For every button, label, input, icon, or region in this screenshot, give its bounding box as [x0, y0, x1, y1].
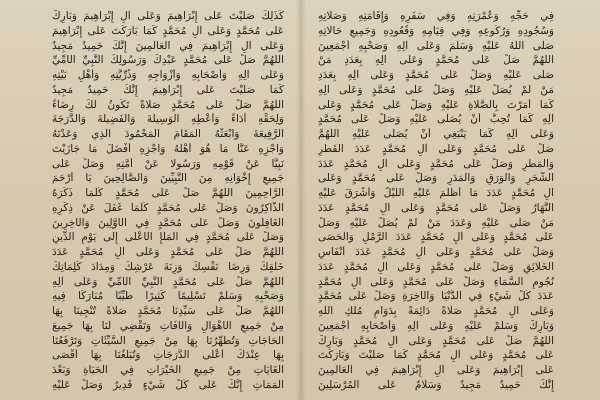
manuscript-line: وَصَحْبِهِ وَسَلِّمْ تَسْلِيمًا كَثِيرًا طَيِّبًا مُبَارَكًا فِيهِ — [52, 290, 284, 303]
manuscript-line: مَنْ صَلَّى عَلَيْهِ وَعَدَدَ مَنْ لَمْ يُصَلِّ عَلَيْهِ وَصَلِّ — [318, 216, 554, 229]
manuscript-line: اللَّهُمَّ صَلِّ عَلَى مُحَمَّدٍ وَعَلَى آلِ مُحَمَّدٍ عَدَدَ — [52, 246, 284, 258]
manuscript-line: كَمَا صَلَّيْتَ عَلَى إِبْرَاهِيمَ إِنَّكَ حَمِيدٌ مَجِيدٌ — [52, 83, 284, 96]
manuscript-line: وَعَلَى آلِهِ وَأَصْحَابِهِ وَأَزْوَاجِهِ وَذُرِّيَّتِهِ وَأَهْلِ بَيْتِهِ — [52, 69, 284, 81]
manuscript-line: اللَّهُمَّ صَلِّ عَلَى سَيِّدِنَا مُحَمَّدٍ صَلَاةً تُنْجِينَا بِهَا — [52, 305, 284, 317]
manuscript-line: وَلِحَقِّهِ أَدَاءً وَأَعْطِهِ الْوَسِيلَةَ وَالْفَضِيلَةَ وَالدَّرَجَةَ — [52, 113, 284, 126]
manuscript-line: الْحَاجَاتِ وَتُطَهِّرُنَا بِهَا مِنْ جَمِيعِ السَّيِّئَاتِ وَتَرْفَعُنَا — [52, 334, 284, 347]
left-page-text-column — [52, 10, 284, 392]
manuscript-line: خَلْقِكَ وَرِضَا نَفْسِكَ وَزِنَةَ عَرْشِكَ وَمِدَادَ كَلِمَاتِكَ — [52, 260, 284, 273]
manuscript-line: كَمَا أَمَرْتَ بِالصَّلَاةِ عَلَيْهِ وَصَلِّ عَلَى مُحَمَّدٍ وَعَلَى — [318, 98, 554, 111]
manuscript-line: جَمِيعِ إِخْوَانِهِ مِنَ النَّبِيِّينَ وَالصَّالِحِينَ يَا أَرْحَمَ — [52, 172, 284, 185]
manuscript-line: اللَّهُمَّ صَلِّ عَلَى مُحَمَّدٍ وَعَلَى آلِ مُحَمَّدٍ وَبَارِكْ — [318, 334, 554, 347]
manuscript-line: اللَّهُمَّ صَلِّ عَلَى مُحَمَّدٍ وَعَلَى آلِهِ بِعَدَدِ مَنْ — [318, 54, 554, 67]
manuscript-line: الْغَايَاتِ مِنْ جَمِيعِ الْخَيْرَاتِ فِي الْحَيَاةِ وَبَعْدَ — [52, 364, 284, 376]
manuscript-line: فِي حَجِّهِ وَعُمْرَتِهِ وَفِي سَفَرِهِ وَإِقَامَتِهِ وَصَلَاتِهِ — [318, 10, 554, 22]
manuscript-line: وَصَلِّ عَلَى مُحَمَّدٍ فِي الْمَلَإِ الْأَعْلَى إِلَى يَوْمِ الدِّينِ — [52, 231, 284, 244]
manuscript-line: وَالْمَطَرِ وَصَلِّ عَلَى مُحَمَّدٍ وَعَلَى آلِ مُحَمَّدٍ عَدَدَ — [318, 157, 554, 170]
manuscript-line: اللَّهُمَّ صَلِّ عَلَى مُحَمَّدٍ عَبْدِكَ وَرَسُولِكَ النَّبِيِّ الْأُمِّيِّ — [52, 54, 284, 67]
manuscript-line: وَعَلَى آلِ مُحَمَّدٍ صَلَاةً دَائِمَةً بِدَوَامِ مُلْكِ اللَّهِ — [318, 305, 554, 317]
manuscript-line: عَلَى مُحَمَّدٍ وَعَلَى آلِ مُحَمَّدٍ كَمَا صَلَّيْتَ وَبَارَكْتَ — [318, 349, 554, 362]
manuscript-line: وَاجْزِهِ عَنَّا مَا هُوَ أَهْلُهُ وَاجْزِهِ أَفْضَلَ مَا جَازَيْتَ — [52, 142, 284, 155]
manuscript-line: إِنَّكَ حَمِيدٌ مَجِيدٌ وَسَلَامٌ عَلَى الْمُرْسَلِينَ — [318, 378, 554, 391]
manuscript-line: عَلَى مُحَمَّدٍ وَعَلَى آلِ مُحَمَّدٍ عَدَدَ الرَّمْلِ وَالْحَصَى — [318, 231, 554, 244]
manuscript-line: آلِ مُحَمَّدٍ عَدَدَ مَا أَظْلَمَ عَلَيْهِ اللَّيْلُ وَأَشْرَقَ عَلَيْهِ — [318, 187, 554, 199]
manuscript-line: الرَّاحِمِينَ اللَّهُمَّ صَلِّ عَلَى مُحَمَّدٍ كُلَّمَا ذَكَرَهُ — [52, 187, 284, 199]
manuscript-line: وَعَلَى آلِهِ كَمَا يَنْبَغِي أَنْ يُصَلَّى عَلَيْهِ اللَّهُمَّ — [318, 128, 554, 140]
manuscript-line: عَدَدَ كُلِّ شَيْءٍ فِي الدُّنْيَا وَالْآخِرَةِ وَصَلِّ عَلَى مُحَمَّدٍ — [318, 290, 554, 303]
manuscript-line: وَبَارِكْ وَسَلِّمْ عَلَيْهِ وَعَلَى آلِهِ وَأَصْحَابِهِ أَجْمَعِينَ — [318, 319, 554, 332]
manuscript-line: بِهَا عِنْدَكَ أَعْلَى الدَّرَجَاتِ وَتُبَلِّغُنَا بِهَا أَقْصَى — [52, 349, 284, 362]
manuscript-line: آلِهِ كَمَا تُحِبُّ أَنْ يُصَلَّى عَلَيْهِ وَصَلِّ عَلَى مُحَمَّدٍ — [318, 113, 554, 126]
manuscript-line: اللَّهُمَّ صَلِّ عَلَى مُحَمَّدٍ صَلَاةً تَكُونُ لَكَ رِضَاءً — [52, 98, 284, 111]
manuscript-line: الْخَلَائِقِ وَصَلِّ عَلَى مُحَمَّدٍ وَعَلَى آلِ مُحَمَّدٍ عَدَدَ — [318, 260, 554, 273]
manuscript-line: نُجُومِ السَّمَاءِ وَصَلِّ عَلَى مُحَمَّدٍ وَعَلَى آلِ مُحَمَّدٍ — [318, 275, 554, 288]
manuscript-line: الرَّفِيعَةَ وَابْعَثْهُ الْمَقَامَ الْمَحْمُودَ الَّذِي وَعَدْتَهُ — [52, 128, 284, 140]
manuscript-line: الشَّجَرِ وَالْوَرَقِ وَالْمَدَرِ وَصَلِّ عَلَى مُحَمَّدٍ وَعَلَى — [318, 172, 554, 185]
manuscript-line: اللَّهُمَّ صَلِّ عَلَى مُحَمَّدٍ النَّبِيِّ الْأُمِّيِّ وَعَلَى آلِهِ — [52, 275, 284, 288]
manuscript-line: وَسُجُودِهِ وَرُكُوعِهِ وَفِي قِيَامِهِ وَقُعُودِهِ وَجَمِيعِ حَالَاتِهِ — [318, 24, 554, 37]
manuscript-line: نَبِيًّا عَنْ قَوْمِهِ وَرَسُولًا عَنْ أُمَّتِهِ وَصَلِّ عَلَى — [52, 157, 284, 170]
manuscript-line: الْغَافِلُونَ وَصَلِّ عَلَى مُحَمَّدٍ فِي الْأَوَّلِينَ وَالْآخِرِينَ — [52, 216, 284, 229]
manuscript-line: وَصَلِّ عَلَى مُحَمَّدٍ وَعَلَى آلِ مُحَمَّدٍ عَدَدَ أَنْفَاسِ — [318, 246, 554, 258]
right-page-text-column — [318, 10, 554, 392]
manuscript-line: كَذَلِكَ صَلَّيْتَ عَلَى إِبْرَاهِيمَ وَعَلَى آلِ إِبْرَاهِيمَ وَبَارِكْ — [52, 10, 284, 22]
manuscript-line: الْمَمَاتِ إِنَّكَ عَلَى كُلِّ شَيْءٍ قَدِيرٌ وَصَلِّ عَلَيْهِ — [52, 378, 284, 391]
manuscript-line: عَلَى إِبْرَاهِيمَ وَعَلَى آلِ إِبْرَاهِيمَ فِي الْعَالَمِينَ — [318, 364, 554, 376]
manuscript-line: صَلِّ عَلَى مُحَمَّدٍ وَعَلَى آلِ مُحَمَّدٍ عَدَدَ الْقَطْرِ — [318, 142, 554, 155]
page-fold-divider — [296, 0, 306, 400]
manuscript-line: مَنْ لَمْ يُصَلِّ عَلَيْهِ وَصَلِّ عَلَى مُحَمَّدٍ وَعَلَى آلِهِ — [318, 83, 554, 96]
manuscript-line: الذَّاكِرُونَ وَصَلِّ عَلَى مُحَمَّدٍ كُلَّمَا غَفَلَ عَنْ ذِكْرِهِ — [52, 201, 284, 214]
manuscript-line: صَلَّى اللَّهُ عَلَيْهِ وَسَلَّمَ وَعَلَى آلِهِ وَصَحْبِهِ أَجْمَعِينَ — [318, 39, 554, 52]
manuscript-line: وَعَلَى آلِ إِبْرَاهِيمَ فِي الْعَالَمِينَ إِنَّكَ حَمِيدٌ مَجِيدٌ — [52, 39, 284, 52]
manuscript-line: صَلَّى عَلَيْهِ وَصَلِّ عَلَى مُحَمَّدٍ وَعَلَى آلِهِ بِعَدَدِ — [318, 69, 554, 81]
manuscript-line: النَّهَارُ وَصَلِّ عَلَى مُحَمَّدٍ وَعَلَى آلِ مُحَمَّدٍ عَدَدَ — [318, 201, 554, 214]
manuscript-line: عَلَى مُحَمَّدٍ وَعَلَى آلِ مُحَمَّدٍ كَمَا بَارَكْتَ عَلَى إِبْرَاهِيمَ — [52, 24, 284, 37]
manuscript-line: مِنْ جَمِيعِ الْأَهْوَالِ وَالْآفَاتِ وَتَقْضِي لَنَا بِهَا جَمِيعَ — [52, 319, 284, 332]
